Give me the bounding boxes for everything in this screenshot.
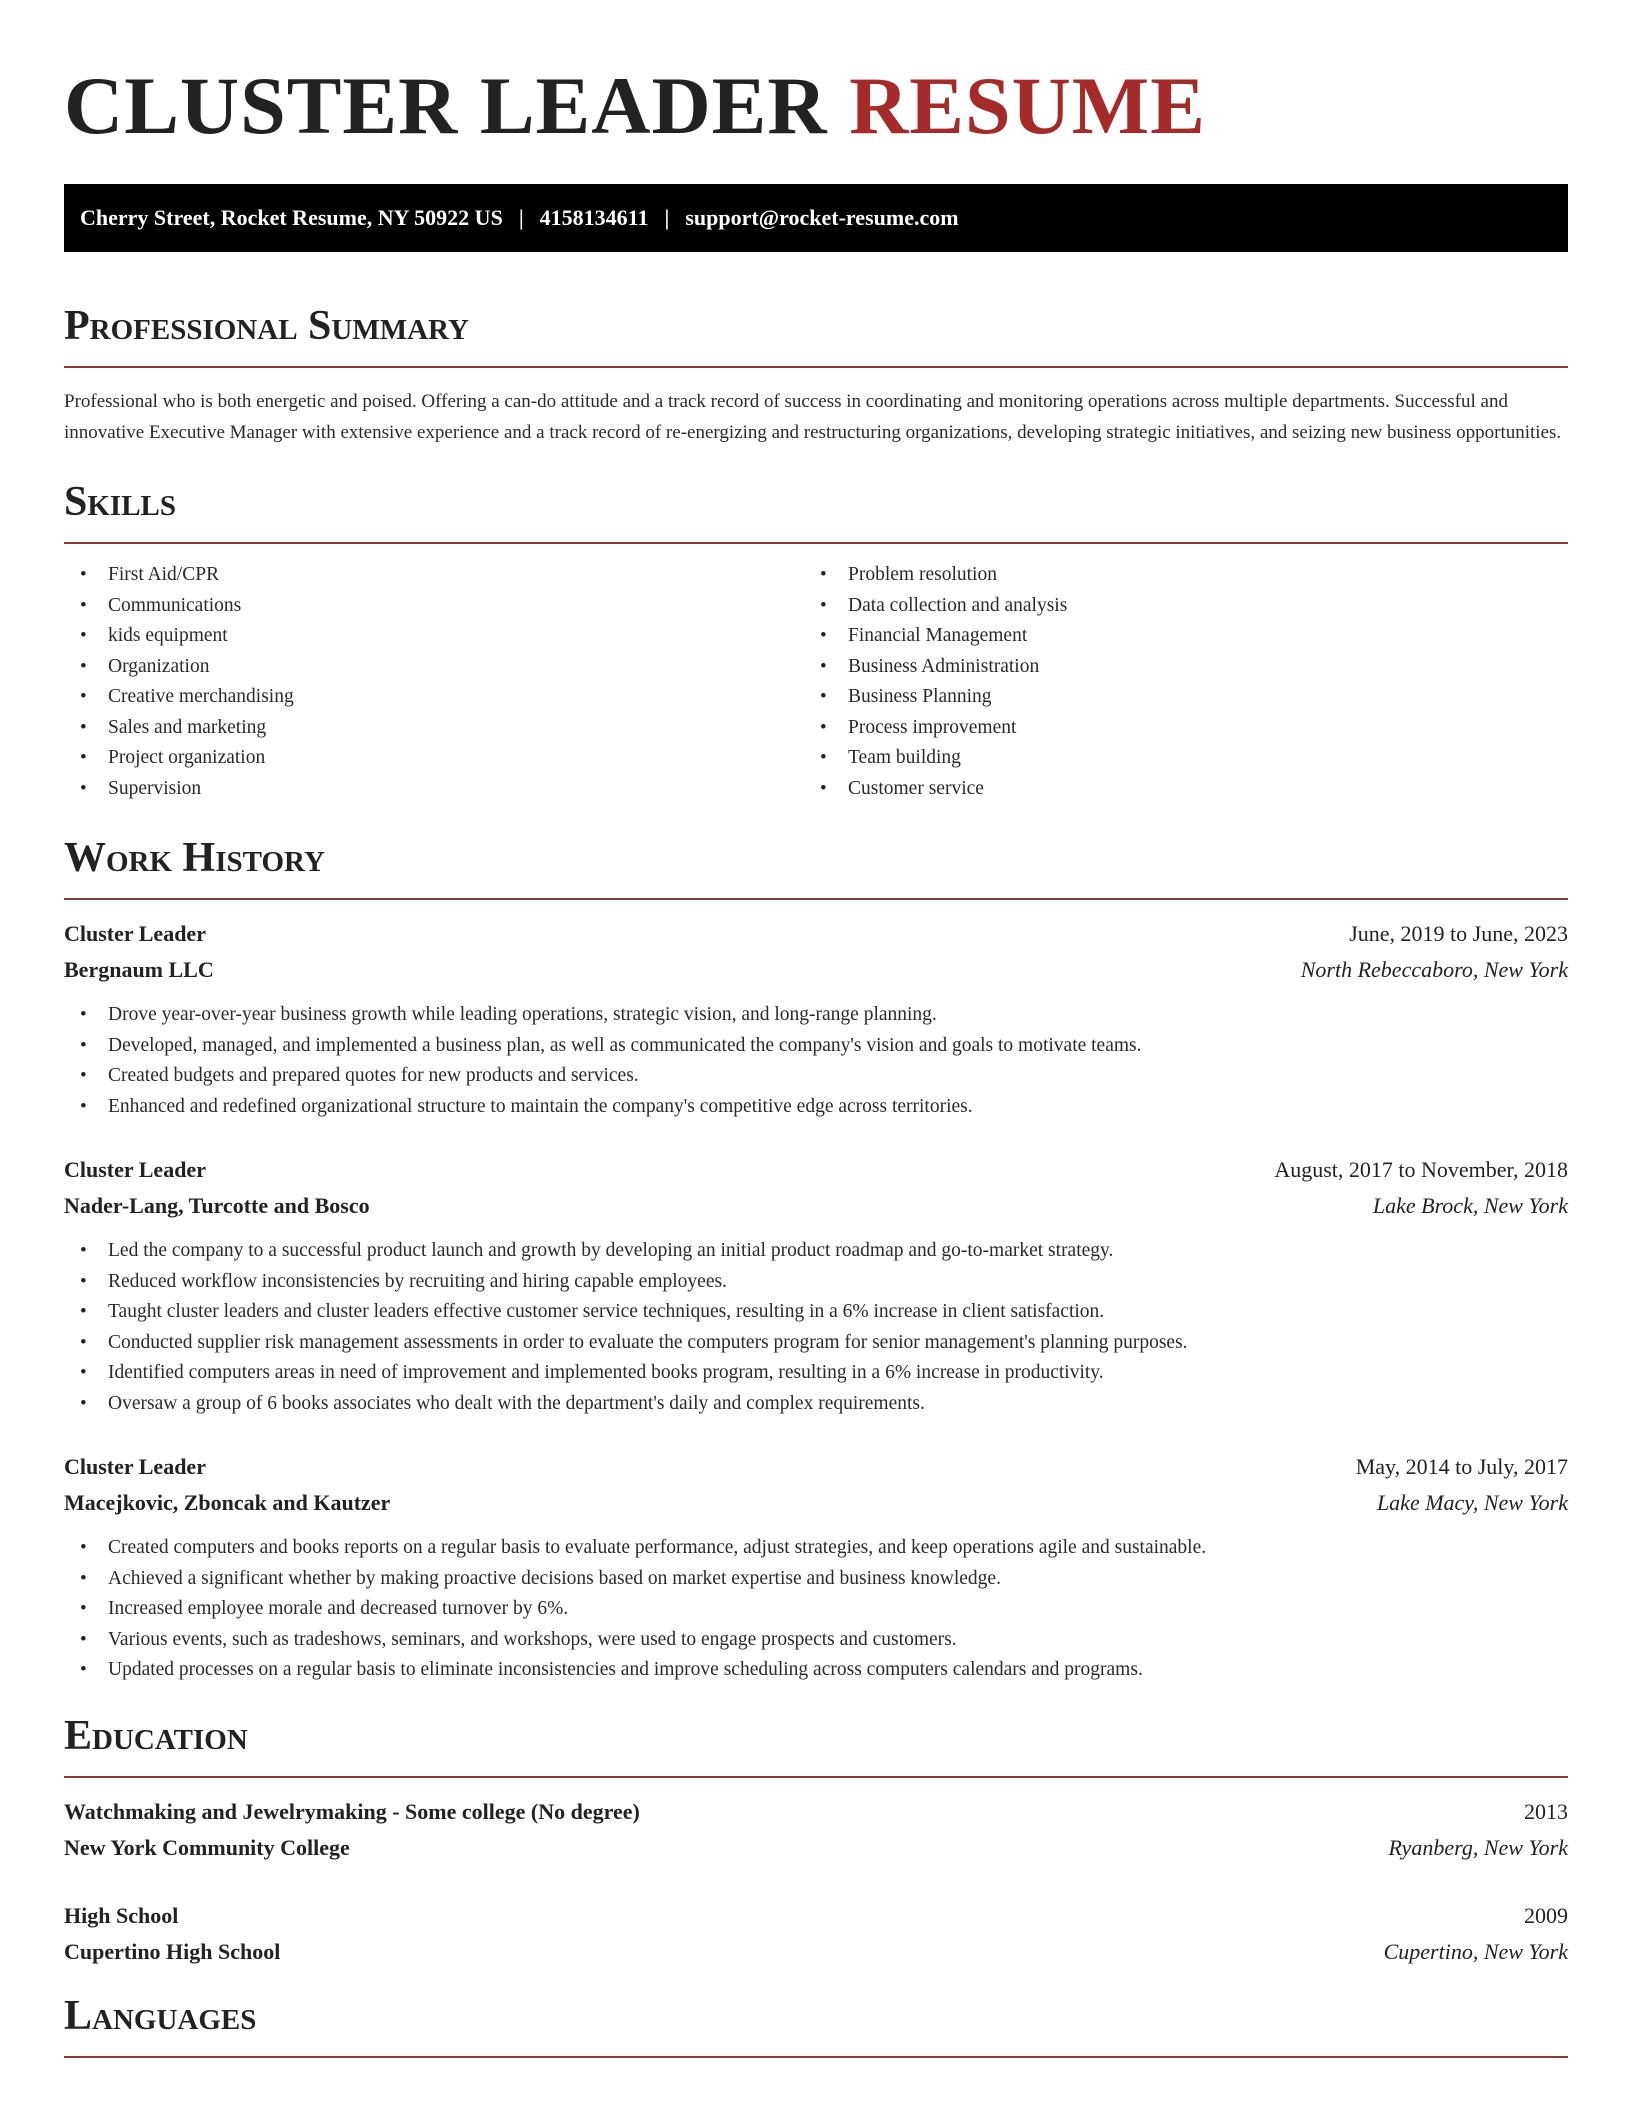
job-bullet: • Created computers and books reports on a regular basis to evaluate performance, adjust strategies, and keep operations agile and sustainable. [64,1533,1568,1564]
education-section [64,1712,1568,1970]
contact-separator: | [664,205,670,230]
skill-item: • First Aid/CPR [64,560,804,591]
job-bullet: • Led the company to a successful product launch and growth by developing an initial product roadmap and go-to-market strategy. [64,1236,1568,1267]
job-bullet: • Developed, managed, and implemented a business plan, as well as communicated the company's vision and goals to motivate teams. [64,1031,1568,1062]
skill-item: • Team building [804,743,1544,774]
job-company: Bergnaum LLC [64,957,214,982]
education-school: New York Community College [64,1834,350,1860]
skills-grid [64,560,1568,804]
skill-item: • Process improvement [804,713,1544,744]
title-main: CLUSTER LEADER [64,60,828,151]
job-bullet: • Achieved a significant whether by making proactive decisions based on market expertise and business knowledge. [64,1564,1568,1595]
education-header-row [64,1898,1568,1934]
job-bullet: • Increased employee morale and decreased turnover by 6%. [64,1594,1568,1625]
skill-item: • kids equipment [64,621,804,652]
job-bullet: • Drove year-over-year business growth while leading operations, strategic vision, and long-range planning. [64,1000,1568,1031]
contact-address: Cherry Street, Rocket Resume, NY 50922 US [80,205,503,230]
job-company-row [64,1188,1568,1224]
education-degree: Watchmaking and Jewelrymaking - Some college (No degree) [64,1798,640,1824]
job-dates: August, 2017 to November, 2018 [1274,1157,1568,1182]
job-dates: June, 2019 to June, 2023 [1349,921,1568,946]
contact-email: support@rocket-resume.com [685,205,959,230]
work-history-heading: Work History [64,835,325,881]
education-header-row [64,1794,1568,1830]
education-entry [64,1794,1568,1866]
education-school: Cupertino High School [64,1938,281,1964]
job-entry [64,916,1568,1122]
job-bullet: • Taught cluster leaders and cluster leaders effective customer service techniques, resulting in a 6% increase in client satisfaction. [64,1297,1568,1328]
job-bullets [64,1533,1568,1686]
job-company-row [64,1485,1568,1521]
job-bullet: • Conducted supplier risk management assessments in order to evaluate the computers program for senior management's planning purposes. [64,1328,1568,1359]
education-school-row [64,1830,1568,1866]
summary-heading: Professional Summary [64,303,469,349]
job-bullet: • Reduced workflow inconsistencies by recruiting and hiring capable employees. [64,1267,1568,1298]
job-header-row [64,1449,1568,1485]
skill-item: • Project organization [64,743,804,774]
job-company: Macejkovic, Zboncak and Kautzer [64,1490,391,1515]
skill-item: • Customer service [804,774,1544,805]
skill-item: • Data collection and analysis [804,591,1544,622]
job-header-row [64,916,1568,952]
job-bullets [64,1236,1568,1419]
skill-item: • Organization [64,652,804,683]
skill-item: • Problem resolution [804,560,1544,591]
skills-section [64,478,1568,804]
skill-item: • Supervision [64,774,804,805]
skill-item: • Financial Management [804,621,1544,652]
job-company-row [64,952,1568,988]
section-divider [64,1776,1568,1778]
job-bullet: • Identified computers areas in need of improvement and implemented books program, resulting in a 6% increase in productivity. [64,1358,1568,1389]
education-school-row [64,1934,1568,1970]
job-entry [64,1152,1568,1419]
job-bullet: • Created budgets and prepared quotes for new products and services. [64,1061,1568,1092]
job-bullet: • Oversaw a group of 6 books associates who dealt with the department's daily and complex requirements. [64,1389,1568,1420]
skills-right-list [804,560,1544,804]
job-location: Lake Macy, New York [1376,1490,1568,1515]
skill-item: • Sales and marketing [64,713,804,744]
job-location: Lake Brock, New York [1372,1193,1568,1218]
section-divider [64,2056,1568,2058]
job-title: Cluster Leader [64,921,206,946]
skills-left-list [64,560,804,804]
section-divider [64,898,1568,900]
skills-heading: Skills [64,479,177,525]
education-year: 2009 [1524,1902,1568,1928]
skill-item: • Creative merchandising [64,682,804,713]
contact-bar [64,184,1568,252]
job-location: North Rebeccaboro, New York [1300,957,1568,982]
contact-phone: 4158134611 [539,205,649,230]
job-bullet: • Various events, such as tradeshows, seminars, and workshops, were used to engage prospects and customers. [64,1625,1568,1656]
job-dates: May, 2014 to July, 2017 [1355,1454,1568,1479]
education-heading: Education [64,1712,248,1759]
education-degree: High School [64,1902,179,1928]
skill-item: • Business Planning [804,682,1544,713]
work-history-section [64,834,1568,1686]
summary-text: Professional who is both energetic and poised. Offering a can-do attitude and a track record of success in coordinating and monitoring operations across multiple departments. Successful and innovative Executive Manager with extensive experience and a track record of re-energizing and restructuring organizations, developing strategic initiatives, and seizing new business opportunities. [64,391,1562,443]
job-entry [64,1449,1568,1686]
skill-item: • Business Administration [804,652,1544,683]
contact-separator: | [518,205,524,230]
languages-section [64,1992,1568,2058]
resume-title [64,0,1568,154]
job-title: Cluster Leader [64,1454,206,1479]
section-divider [64,366,1568,368]
education-entry [64,1898,1568,1970]
job-bullet: • Enhanced and redefined organizational structure to maintain the company's competitive edge across territories. [64,1092,1568,1123]
summary-section [64,302,1568,448]
education-location: Ryanberg, New York [1388,1834,1568,1860]
skill-item: • Communications [64,591,804,622]
title-accent: RESUME [849,60,1206,151]
languages-heading: Languages [64,1992,257,2039]
job-bullets [64,1000,1568,1122]
job-company: Nader-Lang, Turcotte and Bosco [64,1193,370,1218]
job-bullet: • Updated processes on a regular basis to eliminate inconsistencies and improve scheduling across computers calendars and programs. [64,1655,1568,1686]
job-title: Cluster Leader [64,1157,206,1182]
job-header-row [64,1152,1568,1188]
section-divider [64,542,1568,544]
education-year: 2013 [1524,1798,1568,1824]
education-location: Cupertino, New York [1383,1938,1568,1964]
